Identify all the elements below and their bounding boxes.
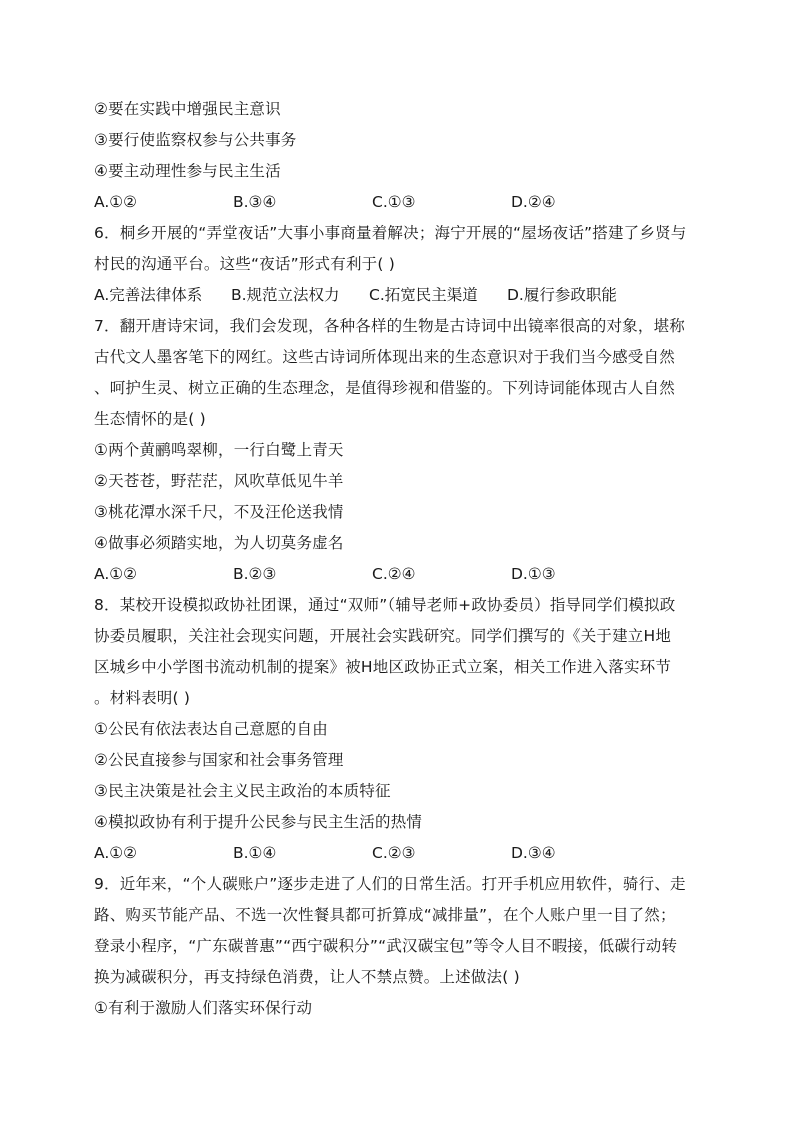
q6-option-d: D.履行参政职能 xyxy=(507,286,617,304)
q6-stem-line-1: 6．桐乡开展的“弄堂夜话”大事小事商量着解决；海宁开展的“屋场夜话”搭建了乡贤与 xyxy=(94,224,687,242)
q8-option-c: C.②③ xyxy=(372,844,416,862)
q7-statement-4: ④做事必须踏实地，为人切莫务虚名 xyxy=(94,534,344,552)
question-9 xyxy=(94,869,704,1024)
q9-stem-line-3: 登录小程序，“广东碳普惠”“西宁碳积分”“武汉碳宝包”等令人目不暇接，低碳行动转 xyxy=(94,937,678,955)
q8-option-a: A.①② xyxy=(94,844,138,862)
q7-stem-line-2: 古代文人墨客笔下的网红。这些古诗词所体现出来的生态意识对于我们当今感受自然 xyxy=(94,348,675,366)
q6-option-a: A.完善法律体系 xyxy=(94,286,203,304)
q7-option-c: C.②④ xyxy=(372,565,416,583)
question-7 xyxy=(94,311,704,590)
document-content xyxy=(94,94,704,1024)
q6-option-c: C.拓宽民主渠道 xyxy=(369,286,478,304)
q7-option-a: A.①② xyxy=(94,565,138,583)
q8-statement-2: ②公民直接参与国家和社会事务管理 xyxy=(94,751,344,769)
q5-option-c: C.①③ xyxy=(372,193,416,211)
q5-option-a: A.①② xyxy=(94,193,138,211)
q7-options xyxy=(94,559,704,590)
q5-option-d: D.②④ xyxy=(511,193,556,211)
q7-stem-line-1: 7．翻开唐诗宋词，我们会发现，各种各样的生物是古诗词中出镜率很高的对象，堪称 xyxy=(94,317,685,335)
q7-option-d: D.①③ xyxy=(511,565,556,583)
q9-stem-line-1: 9．近年来，“个人碳账户”逐步走进了人们的日常生活。打开手机应用软件，骑行、走 xyxy=(94,875,686,893)
q6-options xyxy=(94,280,704,311)
q9-stem-line-4: 换为减碳积分，再支持绿色消费，让人不禁点赞。上述做法( ) xyxy=(94,968,520,986)
q8-options xyxy=(94,838,704,869)
q7-stem-line-4: 生态情怀的是( ) xyxy=(94,410,206,428)
q7-statement-3: ③桃花潭水深千尺，不及汪伦送我情 xyxy=(94,503,344,521)
q8-stem-line-2: 协委员履职，关注社会现实问题，开展社会实践研究。同学们撰写的《关于建立H地 xyxy=(94,627,672,645)
q7-statement-1: ①两个黄鹂鸣翠柳，一行白鹭上青天 xyxy=(94,441,344,459)
question-5 xyxy=(94,94,704,218)
q8-option-b: B.①④ xyxy=(233,844,277,862)
q5-statement-2: ②要在实践中增强民主意识 xyxy=(94,100,281,118)
q8-statement-4: ④模拟政协有利于提升公民参与民主生活的热情 xyxy=(94,813,423,831)
q8-statement-1: ①公民有依法表达自己意愿的自由 xyxy=(94,720,328,738)
q5-statement-3: ③要行使监察权参与公共事务 xyxy=(94,131,297,149)
q8-statement-3: ③民主决策是社会主义民主政治的本质特征 xyxy=(94,782,391,800)
q7-option-b: B.②③ xyxy=(233,565,277,583)
q9-statement-1: ①有利于激励人们落实环保行动 xyxy=(94,999,313,1017)
q7-statement-2: ②天苍苍，野茫茫，风吹草低见牛羊 xyxy=(94,472,344,490)
q7-stem-line-3: 、呵护生灵、树立正确的生态理念，是值得珍视和借鉴的。下列诗词能体现古人自然 xyxy=(94,379,675,397)
q5-options xyxy=(94,187,704,218)
q6-option-b: B.规范立法权力 xyxy=(231,286,340,304)
question-6 xyxy=(94,218,704,311)
q8-stem-line-1: 8．某校开设模拟政协社团课，通过“双师”（辅导老师+政协委员）指导同学们模拟政 xyxy=(94,596,676,614)
q9-stem-line-2: 路、购买节能产品、不选一次性餐具都可折算成“减排量”，在个人账户里一目了然； xyxy=(94,906,676,924)
q8-stem-line-3: 区城乡中小学图书流动机制的提案》被H地区政协正式立案，相关工作进入落实环节 xyxy=(94,658,672,676)
q8-stem-line-4: 。材料表明( ) xyxy=(94,689,191,707)
q5-statement-4: ④要主动理性参与民主生活 xyxy=(94,162,281,180)
q8-option-d: D.③④ xyxy=(511,844,556,862)
q6-stem-line-2: 村民的沟通平台。这些“夜话”形式有利于( ) xyxy=(94,255,395,273)
question-8 xyxy=(94,590,704,869)
q5-option-b: B.③④ xyxy=(233,193,277,211)
